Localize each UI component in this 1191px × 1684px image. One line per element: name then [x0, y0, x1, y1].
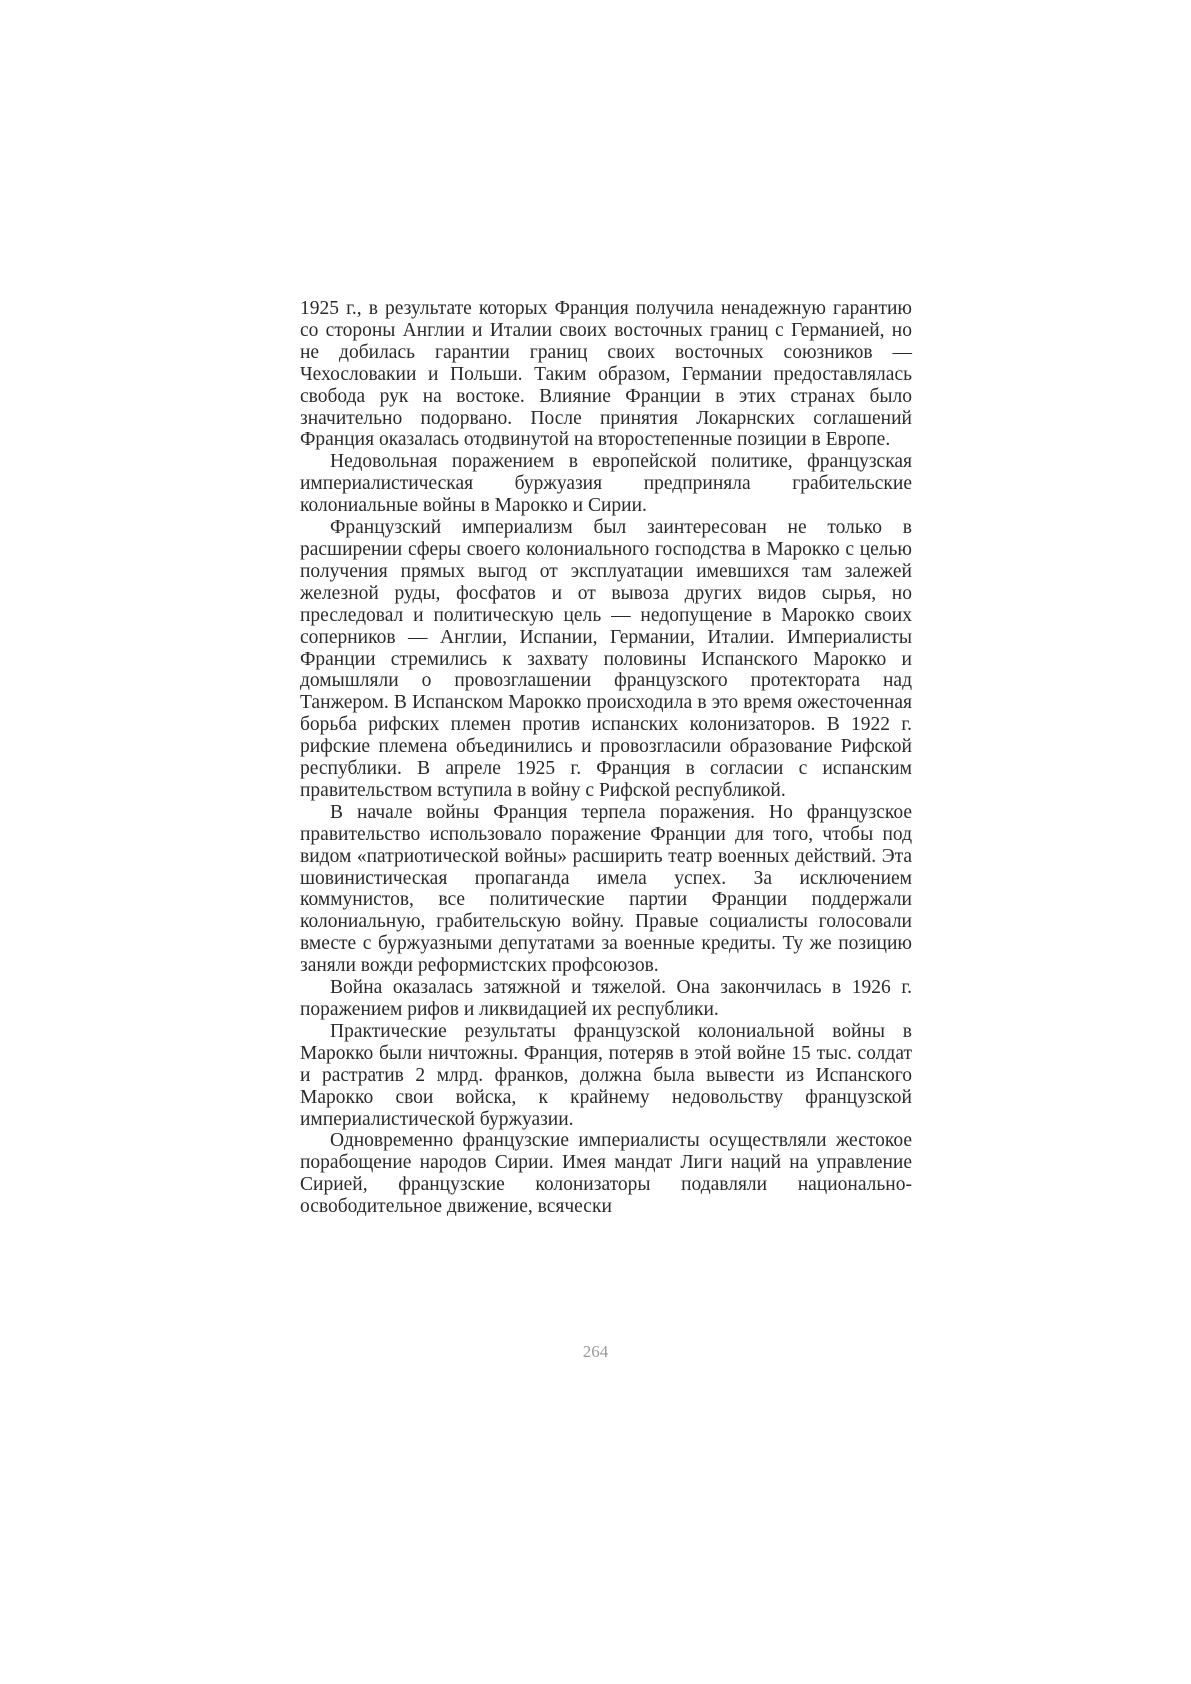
paragraph-2: Недовольная поражением в европейской политике, французская империалистическая буржуазия предприняла грабительские колониальные войны в Марокко и Сирии. — [300, 451, 912, 517]
paragraph-4: В начале войны Франция терпела поражения. Но французское правительство использовало поражение Франции для того, чтобы под видом «патриотической войны» расширить театр военных действий. Эта шовинистическая пропаганда имела успех. За исключением коммунистов, все политические партии Франции поддержали колониальную, грабительскую войну. Правые социалисты голосовали вместе с буржуазными депутатами за военные кредиты. Ту же позицию заняли вожди реформистских профсоюзов. — [300, 801, 912, 977]
page-text — [300, 298, 912, 1218]
paragraph-1: 1925 г., в результате которых Франция получила ненадежную гарантию со стороны Англии и Италии своих восточных границ с Германией, но не добилась гарантии границ своих восточных союзников — Чехословакии и Польши. Таким образом, Германии предоставлялась свобода рук на востоке. Влияние Франции в этих странах было значительно подорвано. После принятия Локарнских соглашений Франция оказалась отодвинутой на второстепенные позиции в Европе. — [300, 298, 912, 451]
paragraph-6: Практические результаты французской колониальной войны в Марокко были ничтожны. Франция, потеряв в этой войне 15 тыс. солдат и растратив 2 млрд. франков, должна была вывести из Испанского Марокко свои войска, к крайнему недовольству французской империалистической буржуазии. — [300, 1020, 912, 1130]
paragraph-3: Французский империализм был заинтересован не только в расширении сферы своего колониального господства в Марокко с целью получения прямых выгод от эксплуатации имевшихся там залежей железной руды, фосфатов и от вывоза других видов сырья, но преследовал и политическую цель — недопущение в Марокко своих соперников — Англии, Испании, Германии, Италии. Империалисты Франции стремились к захвату половины Испанского Марокко и домышляли о провозглашении французского протектората над Танжером. В Испанском Марокко происходила в это время ожесточенная борьба рифских племен против испанских колонизаторов. В 1922 г. рифские племена объединились и провозгласили образование Рифской республики. В апреле 1925 г. Франция в согласии с испанским правительством вступила в войну с Рифской республикой. — [300, 517, 912, 801]
page-number: 264 — [582, 1342, 609, 1361]
paragraph-7: Одновременно французские империалисты осуществляли жестокое порабощение народов Сирии. Имея мандат Лиги наций на управление Сирией, французские колонизаторы подавляли национально-освободительное движение, всячески — [300, 1130, 912, 1218]
paragraph-5: Война оказалась затяжной и тяжелой. Она закончилась в 1926 г. поражением рифов и ликвидацией их республики. — [300, 977, 912, 1020]
